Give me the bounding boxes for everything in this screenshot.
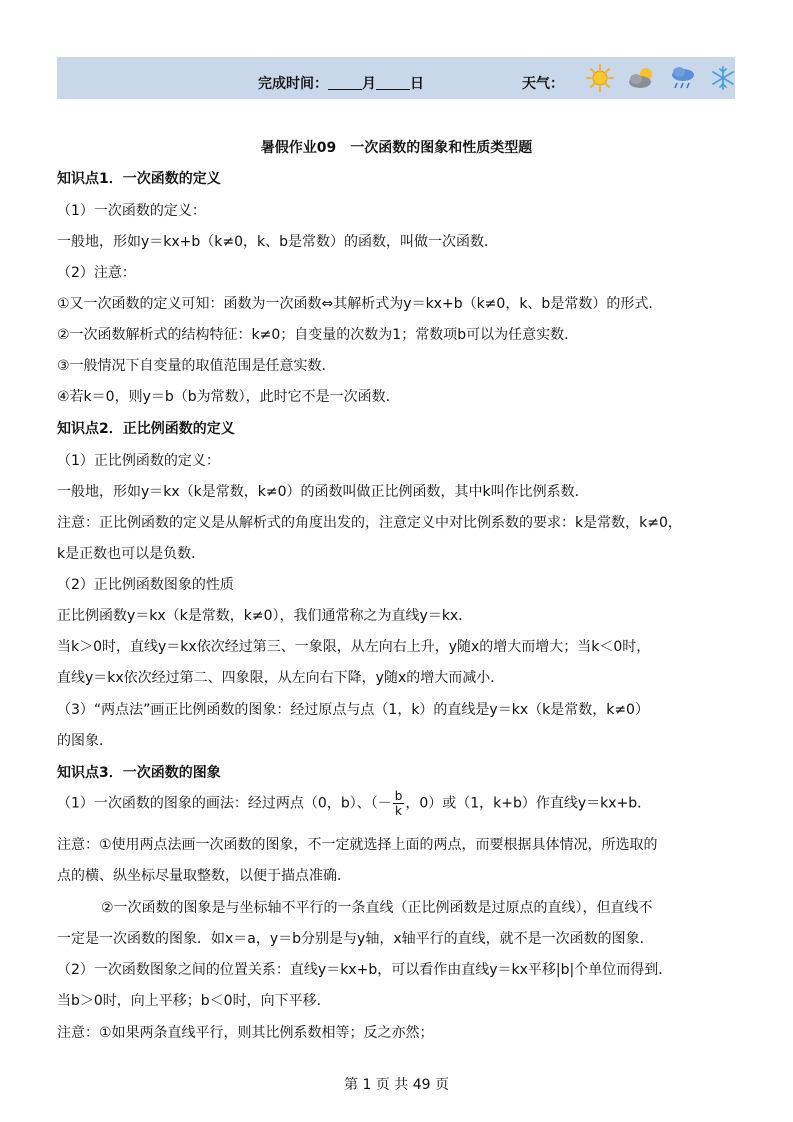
weather-label: 天气： <box>522 76 564 92</box>
text-line: ①又一次函数的定义可知：函数为一次函数⇔其解析式为y＝kx+b（k≠0，k、b是常数）的形式． <box>57 296 663 312</box>
text-line: （2）注意： <box>57 265 136 281</box>
snowflake-icon <box>709 64 737 92</box>
day-blank <box>376 75 410 90</box>
fraction-b-over-k: $\frac{b}{k}$ <box>394 789 403 818</box>
two-point-method-line: （1）一次函数的图象的画法：经过两点（0，b）、（－ $\frac{b}{k}$ ，0）或（1，k+b）作直线y＝kx+b． <box>57 789 652 818</box>
month-blank <box>328 75 362 90</box>
sun-icon <box>586 64 614 92</box>
text-line: 直线y＝kx依次经过第二、四象限，从左向右下降，y随x的增大而减小． <box>57 670 505 686</box>
text-line: 一般地，形如y＝kx（k是常数，k≠0）的函数叫做正比例函数，其中k叫作比例系数． <box>57 484 589 500</box>
text-line: 点的横、纵坐标尽量取整数，以便于描点准确． <box>57 868 351 884</box>
text-line: 一定是一次函数的图象．如x＝a，y＝b分别是与y轴，x轴平行的直线，就不是一次函数的图象． <box>57 931 654 947</box>
text-line: （1）正比例函数的定义： <box>57 453 220 469</box>
text-line: 注意：正比例函数的定义是从解析式的角度出发的，注意定义中对比例系数的要求：k是常数，k≠0， <box>57 515 682 531</box>
text-line: ③一般情况下自变量的取值范围是任意实数． <box>57 358 336 374</box>
rain-icon <box>668 64 698 92</box>
text-line: ②一次函数解析式的结构特征：k≠0；自变量的次数为1；常数项b可以为任意实数． <box>57 327 579 343</box>
partly-cloudy-icon <box>627 64 659 92</box>
text-line: ②一次函数的图象是与坐标轴不平行的一条直线（正比例函数是过原点的直线），但直线不 <box>101 900 653 916</box>
section-heading-3: 知识点3．一次函数的图象 <box>57 765 221 781</box>
text-line: （2）一次函数图象之间的位置关系：直线y＝kx+b，可以看作由直线y＝kx平移|b|个单位而得到． <box>57 962 673 978</box>
document-title: 暑假作业09 一次函数的图象和性质类型题 <box>260 140 533 156</box>
text-line: 一般地，形如y＝kx+b（k≠0，k、b是常数）的函数，叫做一次函数． <box>57 234 499 250</box>
text-line: 正比例函数y＝kx（k是常数，k≠0），我们通常称之为直线y＝kx． <box>57 608 473 624</box>
text-line: 当b＞0时，向上平移；b＜0时，向下平移． <box>57 993 331 1009</box>
text-line: （2）正比例函数图象的性质 <box>57 577 234 593</box>
text-line: （1）一次函数的定义： <box>57 203 206 219</box>
text-line: k是正数也可以是负数． <box>57 546 206 562</box>
text-line: 注意：①使用两点法画一次函数的图象，不一定就选择上面的两点，而要根据具体情况，所选取的 <box>57 837 658 853</box>
completion-time: 完成时间： 月 日 <box>258 76 424 92</box>
section-heading-1: 知识点1．一次函数的定义 <box>57 171 221 187</box>
section-heading-2: 知识点2．正比例函数的定义 <box>57 421 235 437</box>
text-line: 的图象． <box>57 733 113 749</box>
page-footer: 第 1 页 共 49 页 <box>344 1077 449 1093</box>
text-line: 注意：①如果两条直线平行，则其比例系数相等；反之亦然； <box>57 1025 434 1041</box>
text-line: 当k＞0时，直线y＝kx依次经过第三、一象限，从左向右上升，y随x的增大而增大；当k＜0时， <box>57 639 651 655</box>
text-line: ④若k＝0，则y＝b（b为常数），此时它不是一次函数． <box>57 389 400 405</box>
text-line: （3）“两点法”画正比例函数的图象：经过原点与点（1，k）的直线是y＝kx（k是常数，k≠0） <box>57 702 649 718</box>
